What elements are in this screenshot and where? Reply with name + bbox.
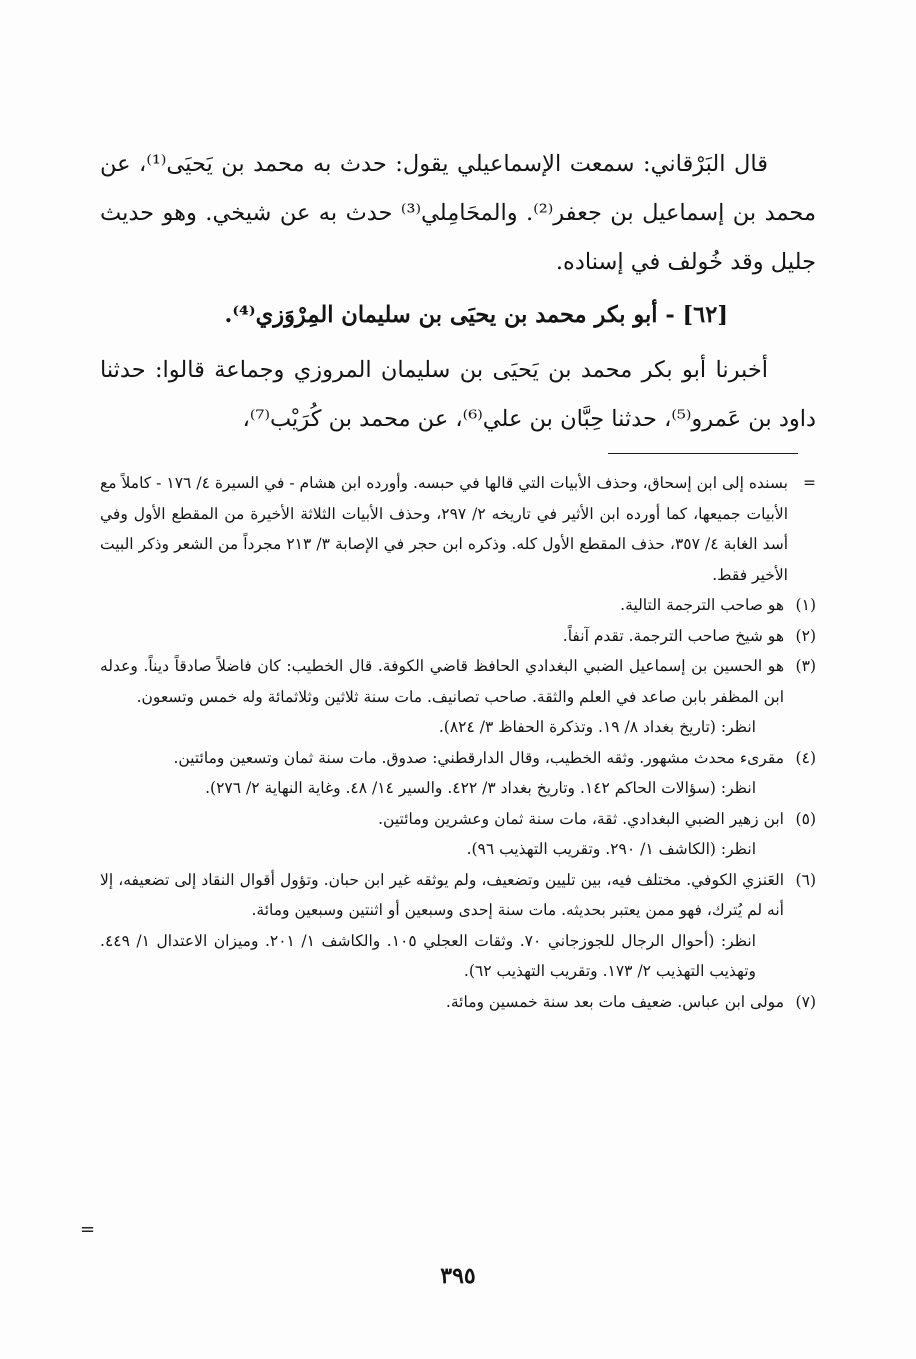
footnote-number: (١)	[795, 596, 816, 614]
footnote-5-reference: انظر: (الكاشف ١/ ٢٩٠. وتقريب التهذيب ٩٦).	[466, 840, 756, 858]
paragraph-2: أخبرنا أبو بكر محمد بن يَحيَى بن سليمان المروزي وجماعة قالوا: حدثنا داود بن عَمرو⁽⁵⁾، حدثنا حِبَّان بن علي⁽⁶⁾، عن محمد بن كُرَيْب⁽⁷⁾،	[100, 357, 816, 432]
footnotes	[100, 468, 816, 1017]
footnote-number: (٤)	[795, 748, 816, 767]
footnote-number: (٦)	[795, 870, 816, 889]
footnote-2	[100, 621, 816, 652]
continued-mark: =	[803, 474, 816, 492]
footnote-text: مولى ابن عباس. ضعيف مات بعد سنة خمسين ومائة.	[445, 992, 784, 1011]
footnote-text: ابن زهير الضبي البغدادي. ثقة، مات سنة ثمان وعشرين ومائتين.	[378, 809, 784, 828]
footnote-text: هو الحسين بن إسماعيل الضبي البغدادي الحافظ قاضي الكوفة. قال الخطيب: كان فاضلاً صادقاً ديناً. وعدله ابن المظفر بابن صاعد في العلم والثقة. صاحب تصانيف. مات سنة ثلاثين وثلاثمائة وله خمس وتسعون.	[100, 657, 784, 706]
footnote-number: (٧)	[795, 992, 816, 1011]
footnote-6-reference: انظر: (أحوال الرجال للجوزجاني ٧٠. وثقات العجلي ١٠٥. والكاشف ١/ ٢٠١. وميزان الاعتدال ١/ ٤٤٩. وتهذيب التهذيب ٢/ ١٧٣. وتقريب التهذيب ٦٢).	[100, 931, 756, 980]
main-text	[100, 140, 816, 444]
footnote-continued	[100, 468, 816, 590]
footnote-4	[100, 743, 816, 774]
footnote-text: هو شيخ صاحب الترجمة. تقدم آنفاً.	[562, 626, 784, 645]
footnote-continued-text: بسنده إلى ابن إسحاق، وحذف الأبيات التي قالها في حبسه. وأورده ابن هشام - في السيرة ٤/ ١٧٦ - كاملاً مع الأبيات جميعها، كما أورده ابن الأثير في تاريخه ٢/ ٢٩٧، وحذف الأبيات الثلاثة الأخيرة من المقطع الأول وفي أسد الغابة ٤/ ٣٥٧، حذف المقطع الأول كله. وذكره ابن حجر في الإصابة ٣/ ٢١٣ مجرداً من الشعر وذكر البيت الأخير فقط.	[100, 474, 789, 584]
footnote-text: العَنزي الكوفي. مختلف فيه، بين تليين وتضعيف، ولم يوثقه غير ابن حبان. وتؤول أقوال النقاد إلى تضعيفه، إلا أنه لم يُترك، فهو ممن يعتبر بحديثه. مات سنة إحدى وسبعين أو اثنتين وسبعين ومائة.	[100, 870, 784, 919]
page-number: ٣٩٥	[440, 1263, 476, 1289]
footnote-5	[100, 804, 816, 835]
page-continues-mark: =	[80, 1219, 96, 1240]
footnote-3	[100, 651, 816, 712]
footnote-text: مقرىء محدث مشهور. وثقه الخطيب، وقال الدارقطني: صدوق. مات سنة ثمان وتسعين ومائتين.	[173, 748, 784, 767]
footnote-separator	[608, 453, 798, 454]
footnote-text: هو صاحب الترجمة التالية.	[620, 596, 784, 614]
entry-heading: [٦٢] - أبو بكر محمد بن يحيَى بن سليمان المِرْوَزي⁽⁴⁾.	[224, 302, 728, 328]
footnote-4-reference: انظر: (سؤالات الحاكم ١٤٢. وتاريخ بغداد ٣/ ٤٢٢. والسير ١٤/ ٤٨. وغاية النهاية ٢/ ٢٧٦).	[205, 779, 756, 797]
paragraph-1: قال البَرْقاني: سمعت الإسماعيلي يقول: حدث به محمد بن يَحيَى⁽¹⁾، عن محمد بن إسماعيل بن جعفر⁽²⁾. والمحَامِلي⁽³⁾ حدث به عن شيخي. وهو حديث جليل وقد خُولف في إسناده.	[100, 151, 816, 275]
footnote-3-reference: انظر: (تاريخ بغداد ٨/ ١٩. وتذكرة الحفاظ ٣/ ٨٢٤).	[438, 718, 756, 736]
footnote-1	[100, 590, 816, 621]
footnote-7	[100, 987, 816, 1018]
footnote-number: (٣)	[795, 657, 816, 675]
footnote-number: (٢)	[795, 626, 816, 645]
footnote-6	[100, 865, 816, 926]
footnote-number: (٥)	[795, 809, 816, 828]
